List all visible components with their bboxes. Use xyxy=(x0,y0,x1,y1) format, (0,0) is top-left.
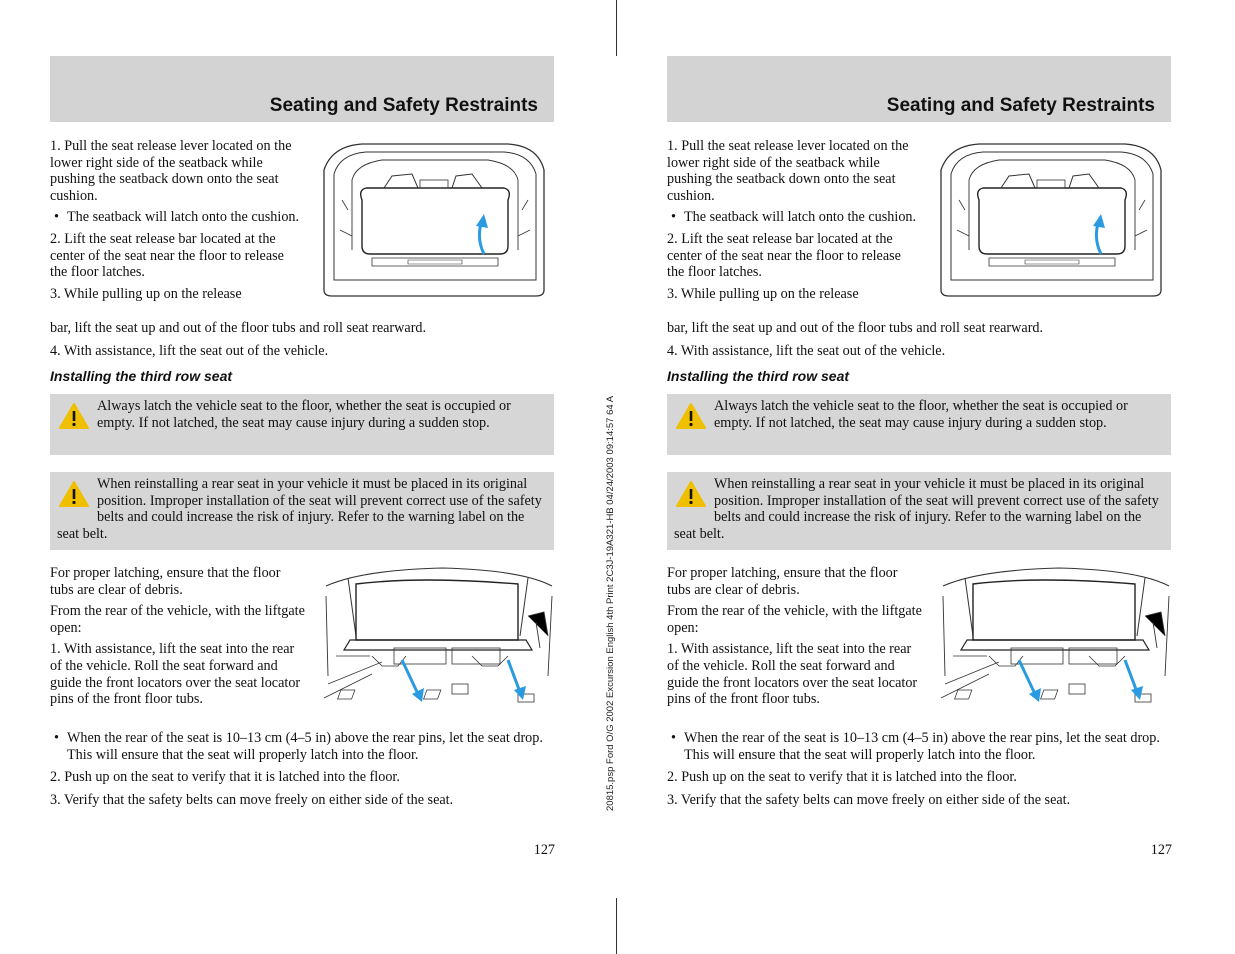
removal-step-3-end: bar, lift the seat up and out of the floor tubs and roll seat rearward. xyxy=(667,320,1044,336)
removal-step-3-start: 3. While pulling up on the release xyxy=(50,285,242,302)
seat-install-illustration xyxy=(939,566,1171,716)
install-steps-bottom xyxy=(50,730,554,808)
warning-box-1 xyxy=(667,394,1171,455)
warning-text-1: Always latch the vehicle seat to the floor, whether the seat is occupied or empty. If not latched, the seat may cause injury during a sudden stop. xyxy=(97,398,511,431)
install-para-2: From the rear of the vehicle, with the liftgate open: xyxy=(50,603,305,636)
print-info-sidebar xyxy=(605,348,619,822)
section-header xyxy=(667,56,1171,122)
page-left xyxy=(50,0,555,954)
warning-triangle-icon xyxy=(674,478,708,510)
install-steps-top xyxy=(667,565,923,708)
install-step-3: 3. Verify that the safety belts can move freely on either side of the seat. xyxy=(50,791,454,808)
removal-step-2: 2. Lift the seat release bar located at the center of the seat near the floor to release the floor latches. xyxy=(667,230,901,281)
warning-box-2 xyxy=(50,472,554,550)
page-number: 127 xyxy=(533,842,555,858)
removal-steps-top xyxy=(667,138,919,302)
warning-box-1 xyxy=(50,394,554,455)
removal-step-4: 4. With assistance, lift the seat out of the vehicle. xyxy=(50,342,329,359)
install-step-1: 1. With assistance, lift the seat into the rear of the vehicle. Roll the seat forward and guide the front locators over the seat locator pins of the front floor tubs. xyxy=(667,641,918,708)
install-bullet-1: • When the rear of the seat is 10–13 cm (4–5 in) above the rear pins, let the seat drop. This will ensure that the seat will properly latch into the floor. xyxy=(50,730,554,763)
page-number: 127 xyxy=(1150,842,1172,858)
install-para-2: From the rear of the vehicle, with the liftgate open: xyxy=(667,603,922,636)
install-steps-bottom xyxy=(667,730,1171,808)
warning-triangle-icon xyxy=(674,400,708,432)
crop-mark-bottom xyxy=(616,898,617,954)
installing-heading: Installing the third row seat xyxy=(50,368,233,384)
removal-bullet-1: • The seatback will latch onto the cushion. xyxy=(667,209,919,226)
removal-steps-bottom xyxy=(50,320,554,359)
section-title: Seating and Safety Restraints xyxy=(269,95,538,116)
removal-steps-bottom xyxy=(667,320,1171,359)
install-bullet-1: • When the rear of the seat is 10–13 cm (4–5 in) above the rear pins, let the seat drop. This will ensure that the seat will properly latch into the floor. xyxy=(667,730,1171,763)
install-para-1: For proper latching, ensure that the floor tubs are clear of debris. xyxy=(667,565,898,598)
section-title: Seating and Safety Restraints xyxy=(886,95,1155,116)
warning-box-2 xyxy=(667,472,1171,550)
warning-triangle-icon xyxy=(57,400,91,432)
removal-step-1: 1. Pull the seat release lever located on the lower right side of the seatback while pushing the seatback down onto the seat cushion. xyxy=(50,138,292,204)
install-step-2: 2. Push up on the seat to verify that it is latched into the floor. xyxy=(50,769,400,786)
install-steps-top xyxy=(50,565,306,708)
removal-step-1: 1. Pull the seat release lever located on the lower right side of the seatback while pushing the seatback down onto the seat cushion. xyxy=(667,138,909,204)
warning-text-1: Always latch the vehicle seat to the floor, whether the seat is occupied or empty. If not latched, the seat may cause injury during a sudden stop. xyxy=(714,398,1128,431)
section-header xyxy=(50,56,554,122)
seat-install-illustration xyxy=(322,566,554,716)
removal-step-3-start: 3. While pulling up on the release xyxy=(667,285,859,302)
warning-text-2: When reinstalling a rear seat in your vehicle it must be placed in its original position. Improper installation of the seat will prevent correct use of the safety belts and could increase the risk of injury. Refer to the warning label on the seat belt. xyxy=(674,476,1159,542)
seat-release-illustration xyxy=(322,140,548,298)
page-right xyxy=(667,0,1172,954)
install-step-1: 1. With assistance, lift the seat into the rear of the vehicle. Roll the seat forward and guide the front locators over the seat locator pins of the front floor tubs. xyxy=(50,641,301,708)
installing-heading: Installing the third row seat xyxy=(667,368,850,384)
removal-steps-top xyxy=(50,138,302,302)
warning-text-2: When reinstalling a rear seat in your vehicle it must be placed in its original position. Improper installation of the seat will prevent correct use of the safety belts and could increase the risk of injury. Refer to the warning label on the seat belt. xyxy=(57,476,542,542)
warning-triangle-icon xyxy=(57,478,91,510)
removal-step-4: 4. With assistance, lift the seat out of the vehicle. xyxy=(667,342,946,359)
removal-step-3-end: bar, lift the seat up and out of the floor tubs and roll seat rearward. xyxy=(50,320,427,336)
seat-release-illustration xyxy=(939,140,1165,298)
crop-mark-top xyxy=(616,0,617,56)
install-para-1: For proper latching, ensure that the floor tubs are clear of debris. xyxy=(50,565,281,598)
removal-step-2: 2. Lift the seat release bar located at the center of the seat near the floor to release the floor latches. xyxy=(50,230,284,281)
install-step-3: 3. Verify that the safety belts can move freely on either side of the seat. xyxy=(667,791,1071,808)
install-step-2: 2. Push up on the seat to verify that it is latched into the floor. xyxy=(667,769,1017,786)
removal-bullet-1: • The seatback will latch onto the cushion. xyxy=(50,209,302,226)
print-info-text: 20815.psp Ford O/G 2002 Excursion English 4th Print 2C3J-19A321-HB 04/24/2003 09:14:57 64 A xyxy=(605,395,616,811)
